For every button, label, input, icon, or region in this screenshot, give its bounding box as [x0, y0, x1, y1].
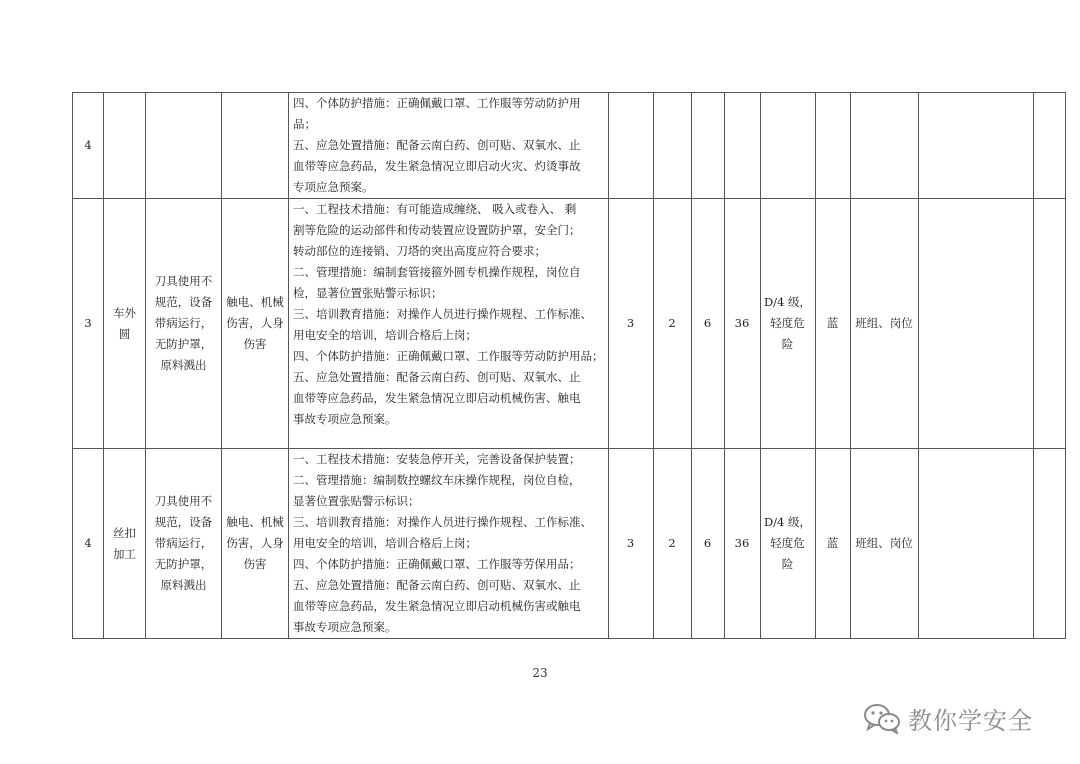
risk-color-cell	[815, 93, 850, 199]
measure-line: 血带等应急药品，发生紧急情况立即启动机械伤害或触电	[293, 599, 581, 613]
measure-line: 检，显著位置张贴警示标识；	[293, 286, 443, 300]
measure-line: 三、培训教育措施：对操作人员进行操作规程、工作标准、	[293, 307, 592, 321]
measure-line: 事故专项应急预案。	[293, 620, 397, 634]
c-value-cell	[691, 93, 724, 199]
measure-line: 用电安全的培训，培训合格后上岗；	[293, 536, 477, 550]
measure-line: 用电安全的培训，培训合格后上岗；	[293, 328, 477, 342]
blank-cell	[918, 449, 1033, 639]
watermark	[862, 700, 1033, 736]
measure-line: 专项应急预案。	[293, 180, 374, 194]
control-measures-cell	[289, 199, 609, 449]
measure-line: 割等危险的运动部件和传动装置应设置防护罩，安全门；	[293, 223, 581, 237]
row-number: 3	[73, 199, 104, 449]
position-cell: 丝扣 加工	[104, 449, 146, 639]
accident-type-cell: 触电、机械 伤害，人身 伤害	[222, 199, 289, 449]
e-value-cell: 2	[653, 199, 691, 449]
risk-color-cell: 蓝	[815, 449, 850, 639]
risk-table	[72, 92, 1066, 639]
table-row	[73, 449, 1066, 639]
risk-level-cell: D/4 级， 轻度危 险	[760, 199, 815, 449]
table-row	[73, 93, 1066, 199]
c-value-cell: 6	[691, 199, 724, 449]
risk-color-cell: 蓝	[815, 199, 850, 449]
row-number: 4	[73, 93, 104, 199]
d-value-cell: 36	[724, 199, 760, 449]
hazard-cell	[146, 93, 222, 199]
control-unit-cell: 班组、岗位	[850, 199, 918, 449]
hazard-cell: 刀具使用不 规范，设备 带病运行， 无防护罩， 原料溅出	[146, 449, 222, 639]
measure-line: 血带等应急药品，发生紧急情况立即启动机械伤害、触电	[293, 391, 581, 405]
d-value-cell: 36	[724, 449, 760, 639]
measure-line: 四、个体防护措施：正确佩戴口罩、工作服等劳动防护用品；	[293, 349, 604, 363]
measure-line: 品；	[293, 117, 316, 131]
measure-line: 事故专项应急预案。	[293, 412, 397, 426]
measure-line: 转动部位的连接销、刀塔的突出高度应符合要求；	[293, 244, 546, 258]
measure-line: 五、应急处置措施：配备云南白药、创可贴、双氧水、止	[293, 370, 581, 384]
hazard-cell: 刀具使用不 规范，设备 带病运行， 无防护罩， 原料溅出	[146, 199, 222, 449]
accident-type-cell	[222, 93, 289, 199]
risk-level-cell	[760, 93, 815, 199]
wechat-icon	[862, 702, 902, 734]
accident-type-cell: 触电、机械 伤害，人身 伤害	[222, 449, 289, 639]
measure-line: 二、管理措施：编制套管接箍外圆专机操作规程，岗位自	[293, 265, 581, 279]
measure-line: 一、工程技术措施：安装急停开关，完善设备保护装置；	[293, 452, 581, 466]
measure-line: 二、管理措施：编制数控螺纹车床操作规程，岗位自检，	[293, 473, 581, 487]
l-value-cell: 3	[608, 199, 653, 449]
c-value-cell: 6	[691, 449, 724, 639]
l-value-cell: 3	[608, 449, 653, 639]
measure-line: 五、应急处置措施：配备云南白药、创可贴、双氧水、止	[293, 138, 581, 152]
measure-line: 四、个体防护措施：正确佩戴口罩、工作服等劳动防护用	[293, 96, 581, 110]
risk-level-cell: D/4 级， 轻度危 险	[760, 449, 815, 639]
blank-cell	[1033, 199, 1065, 449]
blank-cell	[918, 199, 1033, 449]
l-value-cell	[608, 93, 653, 199]
watermark-text: 教你学安全	[908, 706, 1033, 735]
page-number: 23	[532, 666, 548, 680]
row-number: 4	[73, 449, 104, 639]
blank-cell	[918, 93, 1033, 199]
position-cell: 车外 圆	[104, 199, 146, 449]
blank-cell	[1033, 93, 1065, 199]
blank-cell	[1033, 449, 1065, 639]
control-measures-cell	[289, 449, 609, 639]
measure-line: 三、培训教育措施：对操作人员进行操作规程、工作标准、	[293, 515, 592, 529]
d-value-cell	[724, 93, 760, 199]
measure-line: 四、个体防护措施：正确佩戴口罩、工作服等劳保用品；	[293, 557, 581, 571]
measure-line: 显著位置张贴警示标识；	[293, 494, 420, 508]
table-row	[73, 199, 1066, 449]
position-cell	[104, 93, 146, 199]
measure-line: 一、工程技术措施：有可能造成缠绕、 吸入或卷入、 剩	[293, 202, 577, 216]
e-value-cell: 2	[653, 449, 691, 639]
control-measures-cell	[289, 93, 609, 199]
control-unit-cell	[850, 93, 918, 199]
e-value-cell	[653, 93, 691, 199]
measure-line: 血带等应急药品，发生紧急情况立即启动火灾、灼烫事故	[293, 159, 581, 173]
control-unit-cell: 班组、岗位	[850, 449, 918, 639]
measure-line: 五、应急处置措施：配备云南白药、创可贴、双氧水、止	[293, 578, 581, 592]
